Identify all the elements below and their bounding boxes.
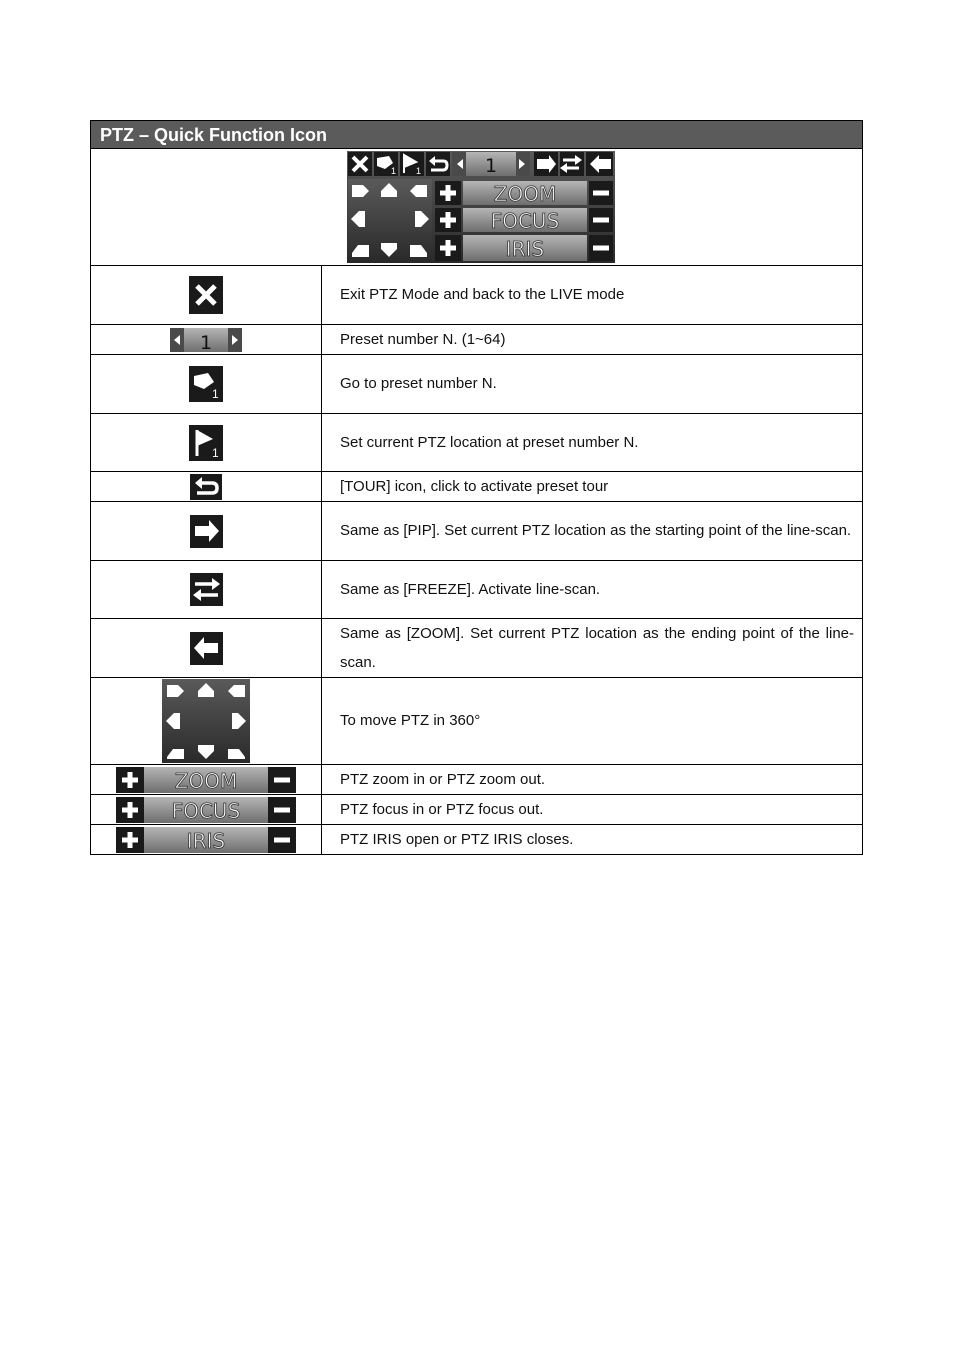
row-description: PTZ IRIS open or PTZ IRIS closes. bbox=[340, 830, 574, 848]
panel-close-icon[interactable] bbox=[348, 152, 372, 176]
svg-text:1: 1 bbox=[416, 166, 422, 176]
table-row bbox=[90, 472, 863, 502]
table-row bbox=[90, 414, 863, 472]
iris-label: IRIS bbox=[186, 828, 226, 853]
table-row bbox=[90, 795, 863, 825]
ptz-control-panel-row bbox=[90, 149, 863, 266]
preset-number-label: 1 bbox=[199, 331, 213, 352]
set-preset-icon bbox=[189, 425, 223, 461]
goto-preset-icon bbox=[189, 366, 223, 402]
table-row bbox=[90, 325, 863, 355]
row-description: Exit PTZ Mode and back to the LIVE mode bbox=[340, 286, 625, 303]
table-row bbox=[90, 355, 863, 414]
table-row bbox=[90, 678, 863, 765]
focus-label: FOCUS bbox=[171, 798, 241, 823]
svg-text:1: 1 bbox=[391, 166, 397, 176]
panel-line-scan-activate-icon[interactable] bbox=[560, 152, 584, 176]
row-description: To move PTZ in 360° bbox=[340, 712, 481, 729]
table-row bbox=[90, 765, 863, 795]
tour-icon bbox=[190, 474, 222, 500]
line-scan-activate-icon bbox=[190, 573, 223, 606]
focus-control-icon bbox=[116, 797, 296, 823]
preset-selector-icon bbox=[170, 328, 242, 352]
row-description: Same as [PIP]. Set current PTZ location as the starting point of the line-scan. bbox=[340, 522, 852, 539]
panel-focus-label: FOCUS bbox=[490, 209, 560, 233]
panel-line-scan-start-icon[interactable] bbox=[534, 152, 558, 176]
row-description: PTZ focus in or PTZ focus out. bbox=[340, 800, 544, 818]
ptz-control-panel bbox=[347, 151, 615, 263]
line-scan-start-icon bbox=[190, 515, 223, 548]
panel-line-scan-end-icon[interactable] bbox=[586, 152, 613, 176]
row-description: Preset number N. (1~64) bbox=[340, 330, 506, 348]
zoom-label: ZOOM bbox=[174, 768, 238, 793]
table-row bbox=[90, 825, 863, 855]
svg-text:1: 1 bbox=[212, 445, 219, 460]
table-row bbox=[90, 561, 863, 619]
line-scan-end-icon bbox=[190, 632, 223, 665]
table-row bbox=[90, 266, 863, 325]
table-header: PTZ – Quick Function Icon bbox=[90, 120, 863, 149]
close-icon bbox=[189, 276, 223, 314]
panel-preset-number: 1 bbox=[484, 155, 498, 177]
row-description: PTZ zoom in or PTZ zoom out. bbox=[340, 770, 546, 788]
row-description: Same as [FREEZE]. Activate line-scan. bbox=[340, 580, 601, 598]
panel-tour-icon[interactable] bbox=[426, 152, 450, 176]
direction-pad-icon bbox=[162, 679, 250, 763]
panel-set-preset-icon[interactable] bbox=[400, 152, 424, 176]
row-description: Set current PTZ location at preset number N. bbox=[340, 433, 639, 451]
iris-control-icon bbox=[116, 827, 296, 853]
panel-iris-label: IRIS bbox=[505, 237, 545, 261]
svg-text:1: 1 bbox=[212, 387, 219, 401]
zoom-control-icon bbox=[116, 767, 296, 793]
ptz-function-table bbox=[90, 120, 863, 855]
table-row bbox=[90, 502, 863, 561]
panel-direction-pad[interactable] bbox=[348, 179, 432, 261]
row-description: Same as [ZOOM]. Set current PTZ location as the ending point of the line-scan. bbox=[340, 625, 854, 671]
table-row bbox=[90, 619, 863, 678]
panel-goto-preset-icon[interactable] bbox=[374, 152, 398, 176]
row-description: Go to preset number N. bbox=[340, 375, 497, 392]
panel-preset-selector[interactable] bbox=[452, 152, 530, 177]
row-description: [TOUR] icon, click to activate preset tour bbox=[340, 477, 609, 495]
panel-zoom-label: ZOOM bbox=[493, 182, 557, 206]
